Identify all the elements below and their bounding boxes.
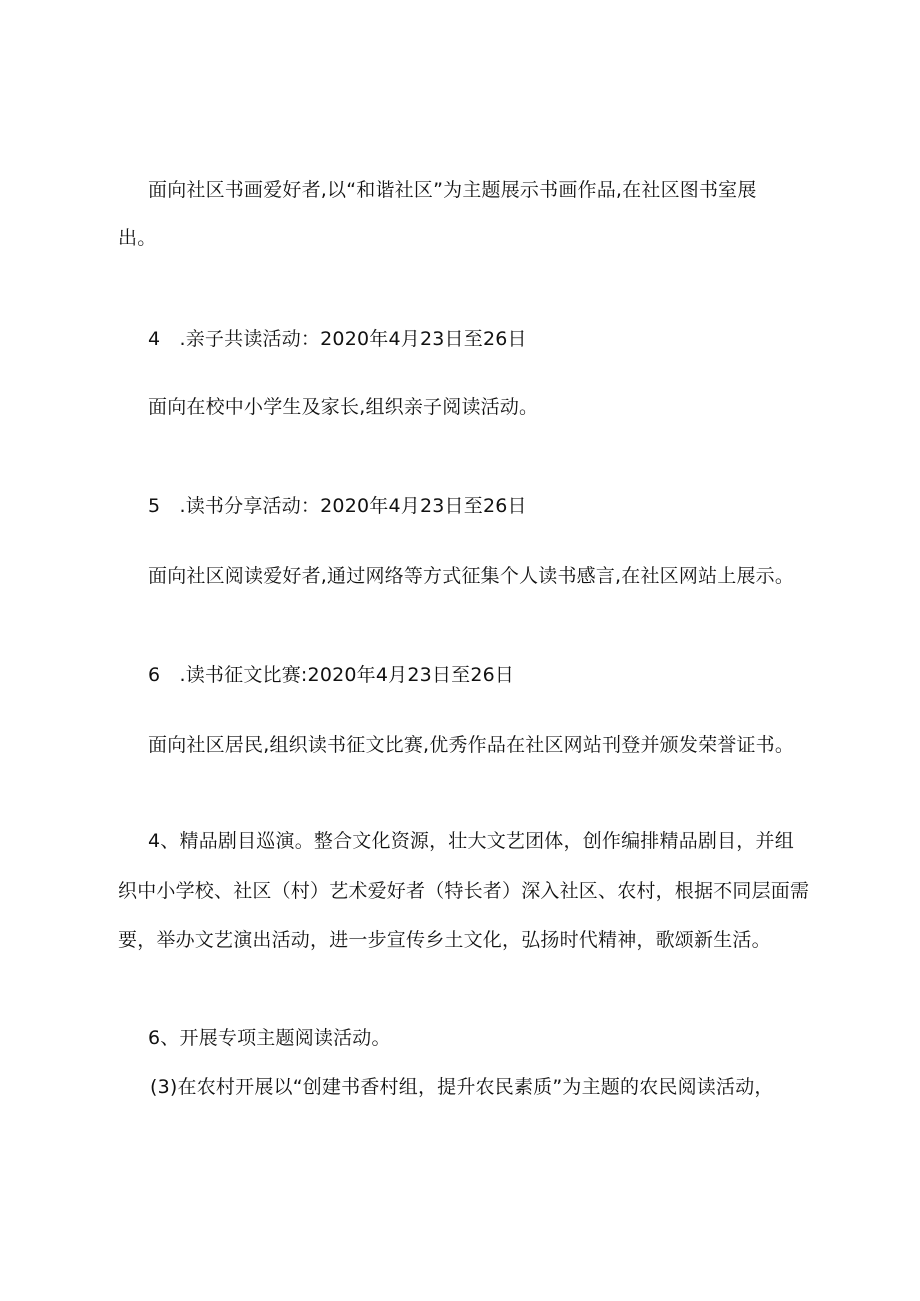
paragraph-calligraphy-line1: 面向社区书画爱好者,以“和谐社区”为主题展示书画作品,在社区图书室展 bbox=[148, 179, 757, 201]
item-5-heading: 5 .读书分享活动：2020年4月23日至26日 bbox=[148, 495, 527, 517]
item-5-description: 面向社区阅读爱好者,通过网络等方式征集个人读书感言,在社区网站上展示。 bbox=[148, 565, 795, 587]
item-4-heading: 4 .亲子共读活动：2020年4月23日至26日 bbox=[148, 328, 527, 350]
section-4-line3: 要，举办文艺演出活动，进一步宣传乡土文化，弘扬时代精神，歌颂新生活。 bbox=[118, 929, 771, 951]
paragraph-calligraphy-line2: 出。 bbox=[118, 227, 157, 249]
item-4-description: 面向在校中小学生及家长,组织亲子阅读活动。 bbox=[148, 396, 539, 418]
item-6-description: 面向社区居民,组织读书征文比赛,优秀作品在社区网站刊登并颁发荣誉证书。 bbox=[148, 734, 795, 756]
section-4-line2: 织中小学校、社区（村）艺术爱好者（特长者）深入社区、农村，根据不同层面需 bbox=[118, 880, 810, 902]
section-4-line1: 4、精品剧目巡演。整合文化资源，壮大文艺团体，创作编排精品剧目，并组 bbox=[148, 830, 794, 852]
item-6-heading: 6 .读书征文比赛:2020年4月23日至26日 bbox=[148, 664, 515, 686]
section-6-item-3: (3)在农村开展以“创建书香村组，提升农民素质”为主题的农民阅读活动， bbox=[150, 1076, 774, 1098]
section-6-heading: 6、开展专项主题阅读活动。 bbox=[148, 1027, 391, 1049]
